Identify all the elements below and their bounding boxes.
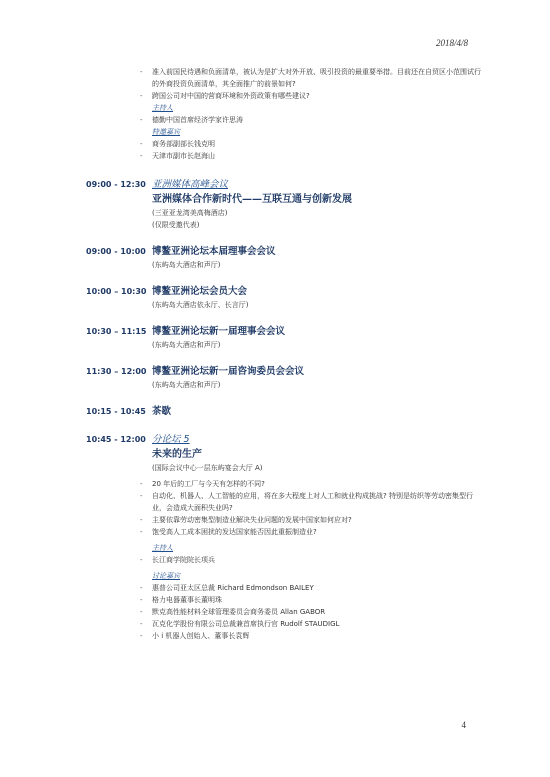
list-item: - 天津市副市长赵海山 xyxy=(140,152,215,160)
session-venue: (东屿岛大酒店和声厅) xyxy=(152,341,221,349)
list-item: - 饱受高人工成本困扰的发达国家能否因此重振制造业? xyxy=(140,528,317,536)
list-item: - 商务部副部长钱克明 xyxy=(140,140,215,148)
forum-host-list xyxy=(140,554,486,566)
session-time: 11:30 – 12:00 xyxy=(86,367,147,376)
session-advisory-meeting xyxy=(86,365,486,391)
session-venue: (东屿岛大酒店和声厅) xyxy=(152,381,221,389)
forum-host-label: 主持人 xyxy=(152,544,173,552)
session-title: 分论坛 5 xyxy=(152,434,190,445)
list-item: - 长江商学院院长项兵 xyxy=(140,556,215,564)
session-subtitle: 未来的生产 xyxy=(152,449,202,460)
list-item: - 主要依靠劳动密集型制造业解决失业问题的发展中国家如何应对? xyxy=(140,516,352,524)
top-bullet-list xyxy=(140,66,486,102)
agenda-content xyxy=(86,66,486,642)
list-item: - 跨国公司对中国的营商环境和外资政策有哪些建议? xyxy=(140,92,310,100)
list-item: - 20 年后的工厂与今天有怎样的不同? xyxy=(140,480,265,488)
session-venue: (东屿岛大酒店和声厅) xyxy=(152,261,221,269)
session-title: 亚洲媒体高峰会议 xyxy=(152,179,229,190)
session-time: 09:00 - 12:30 xyxy=(86,180,146,189)
session-time: 10:45 - 12:00 xyxy=(86,435,146,444)
session-venue: (国际会议中心一层东屿宴会大厅 A) xyxy=(152,464,263,472)
session-sub-forum xyxy=(86,433,486,474)
session-time: 10:30 – 11:15 xyxy=(86,327,147,336)
host-label: 主持人 xyxy=(152,104,173,112)
session-time: 10:00 – 10:30 xyxy=(86,287,147,296)
session-venue: (东屿岛大酒店依永厅、长言厅) xyxy=(152,301,249,309)
list-item: - 德勤中国首席经济学家许思涛 xyxy=(140,116,243,124)
forum-bullet-list xyxy=(140,478,486,538)
list-item: - 自动化、机器人、人工智能的应用，将在多大程度上对人工和就业构成挑战? 特别是纺织等劳动密集型行业，会造成大面积失业吗? xyxy=(140,492,473,512)
host-list xyxy=(140,114,486,126)
session-time: 09:00 - 10:00 xyxy=(86,247,146,256)
list-item: - 小 i 机器人创始人、董事长袁辉 xyxy=(140,632,250,640)
session-tea-break xyxy=(86,405,486,419)
session-title: 博鳌亚洲论坛新一届理事会会议 xyxy=(152,326,286,337)
session-new-board-meeting xyxy=(86,325,486,351)
guest-list xyxy=(140,138,486,162)
forum-panel-list xyxy=(140,582,486,642)
session-board-meeting xyxy=(86,245,486,271)
session-title: 博鳌亚洲论坛本届理事会会议 xyxy=(152,246,276,257)
session-members-assembly xyxy=(86,285,486,311)
session-title: 茶歇 xyxy=(152,406,172,417)
guest-label: 特邀嘉宾 xyxy=(152,128,180,136)
session-venue: (三亚亚龙湾美高梅酒店) xyxy=(152,209,228,217)
header-date: 2018/4/8 xyxy=(435,38,468,48)
list-item: - 惠普公司亚太区总裁 Richard Edmondson BAILEY xyxy=(140,584,314,592)
list-item: - 准入前国民待遇和负面清单，被认为是扩大对外开放、吸引投资的最重要举措。目前还在自贸区小范围试行的外商投资负面清单，其全面推广的前景如何? xyxy=(140,68,481,88)
list-item: - 瓦克化学股份有限公司总裁兼首席执行官 Rudolf STAUDIGL xyxy=(140,620,340,628)
session-title: 博鳌亚洲论坛新一届咨询委员会会议 xyxy=(152,366,305,377)
list-item: - 默克高性能材料全球管理委员会商务委员 Allan GABOR xyxy=(140,608,326,616)
session-time: 10:15 - 10:45 xyxy=(86,407,146,416)
session-title: 博鳌亚洲论坛会员大会 xyxy=(152,286,248,297)
session-subtitle: 亚洲媒体合作新时代——互联互通与创新发展 xyxy=(152,194,352,205)
forum-panel-label: 讨论嘉宾 xyxy=(152,572,180,580)
list-item: - 格力电器董事长董明珠 xyxy=(140,596,222,604)
session-media-summit xyxy=(86,178,486,231)
page-number: 4 xyxy=(461,720,466,730)
session-note: (仅限受邀代表) xyxy=(152,221,200,229)
